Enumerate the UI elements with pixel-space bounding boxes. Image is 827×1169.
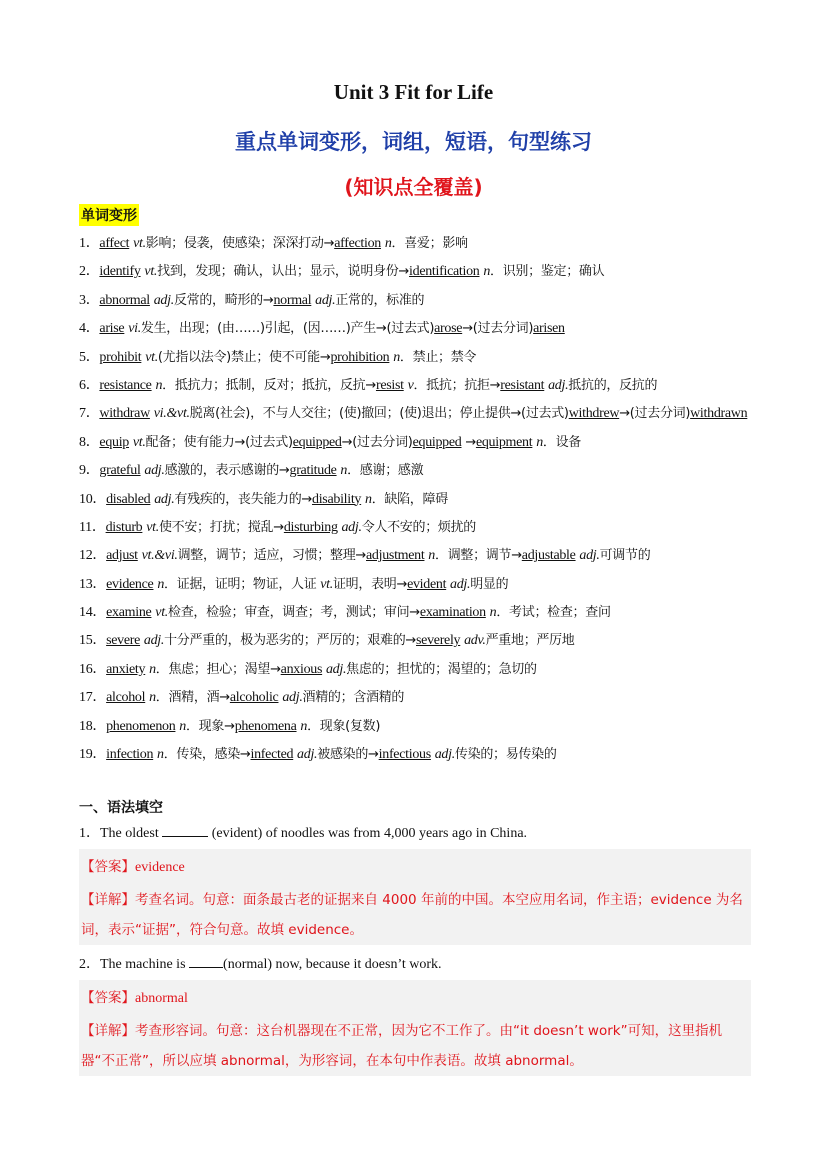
answer-blank[interactable] xyxy=(162,824,208,837)
vocab-item xyxy=(79,287,751,315)
vocab-definition: (尤指以法令)禁止；使不可能→ xyxy=(157,349,331,365)
detail-tag: 【详解】 xyxy=(81,892,135,908)
part-of-speech: adj. xyxy=(153,292,174,308)
vocab-word: disability xyxy=(312,491,362,507)
vocab-item xyxy=(79,627,751,655)
vocab-definition: →(过去分词) xyxy=(462,321,534,337)
vocab-word: resistant xyxy=(500,377,545,393)
vocab-word: prohibit xyxy=(99,349,142,365)
part-of-speech: adj. xyxy=(282,690,303,706)
vocab-item-number: 11． xyxy=(79,519,106,535)
vocab-item xyxy=(79,656,751,684)
vocab-item xyxy=(79,258,751,286)
vocab-definition: →(过去分词) xyxy=(619,406,691,422)
detail-paragraph xyxy=(81,1016,751,1076)
part-of-speech: adj. xyxy=(297,747,318,763)
vocab-definition: 可调节的 xyxy=(599,548,651,564)
vocab-definition: ．考试；检查；查问 xyxy=(496,605,611,621)
vocab-word: equip xyxy=(99,434,130,450)
vocab-word: arise xyxy=(99,321,125,337)
part-of-speech: n xyxy=(157,747,164,763)
part-of-speech: adj. xyxy=(154,491,175,507)
vocab-definition: ．抵抗力；抵制，反对；抵抗，反抗→ xyxy=(162,377,376,393)
vocab-definition: ．现象→ xyxy=(185,718,235,734)
vocab-definition: → xyxy=(461,434,476,450)
part-of-speech: vt. xyxy=(145,349,158,365)
vocab-word: disturbing xyxy=(283,519,338,535)
vocab-definition: ．证据，证明；物证，人证 xyxy=(164,576,321,592)
vocab-word: resist xyxy=(375,377,404,393)
vocab-word: phenomena xyxy=(234,718,297,734)
vocab-word: withdrawn xyxy=(690,406,748,422)
question-1 xyxy=(79,822,527,842)
vocab-definition: →(过去分词) xyxy=(341,434,413,450)
vocab-definition: 正常的，标准的 xyxy=(335,292,425,308)
vocab-word: infection xyxy=(106,747,154,763)
vocab-word: alcoholic xyxy=(229,690,279,706)
part-of-speech: n xyxy=(179,718,186,734)
part-of-speech: v xyxy=(407,377,414,393)
answer-line xyxy=(81,986,188,1007)
part-of-speech: n xyxy=(393,349,400,365)
part-of-speech: adj. xyxy=(315,292,336,308)
vocab-definition: 脱离(社会)，不与人交往；(使)撤回；(使)退出；停止提供→(过去式) xyxy=(189,406,569,422)
part-of-speech: n xyxy=(489,605,497,621)
vocab-definition: 传染的；易传染的 xyxy=(454,747,557,763)
part-of-speech: n xyxy=(428,548,435,564)
vocab-word: examine xyxy=(106,605,152,621)
answer-tag: 【答案】 xyxy=(81,990,135,1006)
vocab-definition: 酒精的；含酒精的 xyxy=(302,690,405,706)
vocab-item-number: 18． xyxy=(79,718,107,734)
vocab-item xyxy=(79,400,751,428)
part-of-speech: adj. xyxy=(143,633,165,649)
question-number: 2． xyxy=(79,957,100,972)
vocab-definition: ．识别；鉴定；确认 xyxy=(490,264,605,280)
part-of-speech: vt. xyxy=(144,264,158,280)
vocab-item xyxy=(79,542,751,570)
vocab-definition: ．禁止；禁令 xyxy=(399,349,477,365)
vocab-word: adjust xyxy=(106,548,138,564)
vocab-item xyxy=(79,372,751,400)
vocab-word: infectious xyxy=(378,747,431,763)
vocab-item xyxy=(79,713,751,741)
vocab-word: examination xyxy=(419,605,486,621)
question-2 xyxy=(79,953,442,973)
question-text-after: (normal) now, because it doesn’t work. xyxy=(223,957,442,972)
vocab-item xyxy=(79,429,751,457)
vocab-definition: ．缺陷，障碍 xyxy=(371,491,448,507)
vocab-word: grateful xyxy=(99,463,141,479)
part-of-speech: n xyxy=(157,576,165,592)
vocab-definition: 十分严重的，极为恶劣的；严厉的；艰难的→ xyxy=(164,633,417,649)
vocab-word: withdraw xyxy=(99,406,150,422)
subtitle: 重点单词变形，词组，短语，句型练习 xyxy=(235,130,592,154)
vocab-item xyxy=(79,684,751,712)
vocab-definition: ．调整；调节→ xyxy=(435,548,522,564)
vocab-definition: 调整，调节；适应，习惯；整理→ xyxy=(177,548,367,564)
vocab-list xyxy=(79,230,751,769)
detail-tag: 【详解】 xyxy=(81,1023,135,1039)
vocab-item xyxy=(79,514,751,542)
vocab-word: gratitude xyxy=(289,463,337,479)
vocab-definition: 反常的，畸形的→ xyxy=(173,292,274,308)
question-text-after: (evident) of noodles was from 4,000 years ago in China. xyxy=(208,826,528,841)
part-of-speech: vt. xyxy=(155,605,168,621)
vocab-definition: 感激的，表示感谢的→ xyxy=(164,463,290,479)
vocab-word: equipment xyxy=(475,434,533,450)
part-of-speech: n xyxy=(340,463,348,479)
vocab-item-number: 16． xyxy=(79,661,107,677)
vocab-word: normal xyxy=(273,292,312,308)
vocab-item xyxy=(79,741,751,769)
vocab-item xyxy=(79,599,751,627)
question-number: 1． xyxy=(79,826,100,841)
vocab-item-number: 5． xyxy=(79,349,100,365)
vocab-item xyxy=(79,571,751,599)
vocab-item-number: 12． xyxy=(79,548,107,564)
answer-value: evidence xyxy=(135,860,185,875)
question-text-before: The machine is xyxy=(100,957,190,972)
vocab-word: disabled xyxy=(106,491,151,507)
vocab-definition: ．现象(复数) xyxy=(307,718,381,734)
vocab-item-number: 1． xyxy=(79,236,100,251)
vocab-item-number: 10． xyxy=(79,491,107,507)
vocab-definition: 有残疾的，丧失能力的→ xyxy=(174,491,313,507)
vocab-item-number: 19． xyxy=(79,747,107,763)
coverage-note: (知识点全覆盖) xyxy=(344,175,483,199)
vocab-definition: 被感染的→ xyxy=(317,747,379,763)
answer-line xyxy=(81,855,185,876)
vocab-section-label: 单词变形 xyxy=(79,204,139,226)
part-of-speech: adj. xyxy=(579,548,600,564)
part-of-speech: n xyxy=(149,661,156,677)
vocab-word: resistance xyxy=(99,377,152,393)
part-of-speech: adj. xyxy=(325,661,347,677)
vocab-item-number: 17． xyxy=(79,690,107,706)
vocab-definition: ．传染，感染→ xyxy=(163,747,251,763)
vocab-definition: 令人不安的；烦扰的 xyxy=(361,519,476,535)
vocab-word: disturb xyxy=(105,519,143,535)
part-of-speech: vi. xyxy=(128,321,141,337)
vocab-item xyxy=(79,315,751,343)
part-of-speech: vi.&vt. xyxy=(153,406,190,422)
vocab-word: prohibition xyxy=(330,349,390,365)
vocab-item-number: 9． xyxy=(79,463,100,479)
vocab-definition: 明显的 xyxy=(470,576,509,592)
answer-value: abnormal xyxy=(135,991,188,1006)
vocab-definition: ．设备 xyxy=(542,434,581,450)
vocab-word: equipped xyxy=(292,434,342,450)
vocab-word: severely xyxy=(416,633,461,649)
vocab-word: identification xyxy=(409,264,480,280)
vocab-word: withdrew xyxy=(568,406,620,422)
vocab-definition: 影响；侵袭，使感染；深深打动→ xyxy=(145,236,335,251)
part-of-speech: n xyxy=(384,236,392,251)
answer-box-2 xyxy=(79,980,751,1076)
part-of-speech: vt. xyxy=(320,576,333,592)
part-of-speech: n xyxy=(364,491,372,507)
vocab-definition: 严重地；严厉地 xyxy=(485,633,575,649)
vocab-word: infected xyxy=(250,747,294,763)
detail-text: 考查形容词。句意：这台机器现在不正常，因为它不工作了。由“it doesn’t work”可知，这里指机器“不正常”，所以应填 abnormal，为形容词，在本句中作表语。故填 abnormal。 xyxy=(81,1023,723,1069)
vocab-item-number: 4． xyxy=(79,321,100,337)
vocab-word: anxious xyxy=(280,661,323,677)
vocab-item xyxy=(79,457,751,485)
part-of-speech: adj. xyxy=(450,576,471,592)
vocab-definition: ．喜爱；影响 xyxy=(391,236,468,251)
vocab-definition: ．抵抗；抗拒→ xyxy=(413,377,501,393)
vocab-item xyxy=(79,486,751,514)
vocab-definition: 焦虑的；担忧的；渴望的；急切的 xyxy=(346,661,537,677)
answer-blank[interactable] xyxy=(189,955,223,968)
vocab-definition: 证明，表明→ xyxy=(332,576,408,592)
part-of-speech: vt.&vi. xyxy=(141,548,178,564)
part-of-speech: adj. xyxy=(548,377,569,393)
vocab-item-number: 8． xyxy=(79,434,100,450)
vocab-word: identify xyxy=(99,264,141,280)
vocab-word: equipped xyxy=(412,434,462,450)
vocab-item-number: 7． xyxy=(79,406,100,422)
vocab-item-number: 14． xyxy=(79,605,107,621)
vocab-item-number: 13． xyxy=(79,576,107,592)
part-of-speech: adj. xyxy=(434,747,455,763)
vocab-word: adjustment xyxy=(366,548,425,564)
detail-paragraph xyxy=(81,885,751,945)
vocab-word: arisen xyxy=(533,321,565,337)
vocab-item-number: 6． xyxy=(79,377,100,393)
part-of-speech: n xyxy=(300,718,308,734)
vocab-definition: 使不安；打扰；搅乱→ xyxy=(158,519,284,535)
vocab-word: arose xyxy=(434,321,463,337)
answer-tag: 【答案】 xyxy=(81,859,135,875)
detail-text: 考查名词。句意：面条最古老的证据来自 4000 年前的中国。本空应用名词，作主语；evidence 为名词，表示“证据”，符合句意。故填 evidence。 xyxy=(81,892,743,938)
part-of-speech: n xyxy=(149,690,156,706)
vocab-item xyxy=(79,344,751,372)
vocab-item-number: 2． xyxy=(79,264,100,280)
vocab-word: affect xyxy=(99,236,130,251)
vocab-word: adjustable xyxy=(521,548,576,564)
question-text-before: The oldest xyxy=(100,826,163,841)
part-of-speech: vt. xyxy=(133,236,146,251)
part-of-speech: n xyxy=(155,377,163,393)
vocab-word: abnormal xyxy=(99,292,150,308)
vocab-definition: ．感谢；感激 xyxy=(347,463,424,479)
vocab-definition: 找到，发现；确认，认出；显示，说明身份→ xyxy=(157,264,410,280)
vocab-word: affection xyxy=(334,236,381,251)
vocab-definition: ．酒精，酒→ xyxy=(155,690,230,706)
vocab-word: alcohol xyxy=(106,690,146,706)
vocab-item xyxy=(79,230,751,258)
vocab-word: anxiety xyxy=(106,661,146,677)
vocab-definition: 配备；使有能力→(过去式) xyxy=(145,434,293,450)
part-of-speech: n xyxy=(536,434,543,450)
part-of-speech: adj. xyxy=(341,519,362,535)
vocab-definition: ．焦虑；担心；渴望→ xyxy=(155,661,281,677)
vocab-item-number: 15． xyxy=(79,633,107,649)
part-of-speech: adj. xyxy=(144,463,165,479)
part-of-speech: adv. xyxy=(464,633,486,649)
vocab-word: evidence xyxy=(106,576,154,592)
vocab-word: severe xyxy=(106,633,141,649)
unit-title: Unit 3 Fit for Life xyxy=(333,80,494,104)
vocab-definition: 检查，检验；审查，调查；考，测试；审问→ xyxy=(168,605,420,621)
answer-box-1 xyxy=(79,849,751,945)
vocab-definition: 发生，出现；(由……)引起，(因……)产生→(过去式) xyxy=(140,321,435,337)
grammar-section-heading: 一、语法填空 xyxy=(79,800,163,816)
vocab-word: phenomenon xyxy=(106,718,176,734)
vocab-definition: 抵抗的，反抗的 xyxy=(568,377,658,393)
vocab-item-number: 3． xyxy=(79,292,100,308)
part-of-speech: vt. xyxy=(132,434,146,450)
part-of-speech: vt. xyxy=(146,519,159,535)
vocab-word: evident xyxy=(407,576,447,592)
part-of-speech: n xyxy=(483,264,491,280)
